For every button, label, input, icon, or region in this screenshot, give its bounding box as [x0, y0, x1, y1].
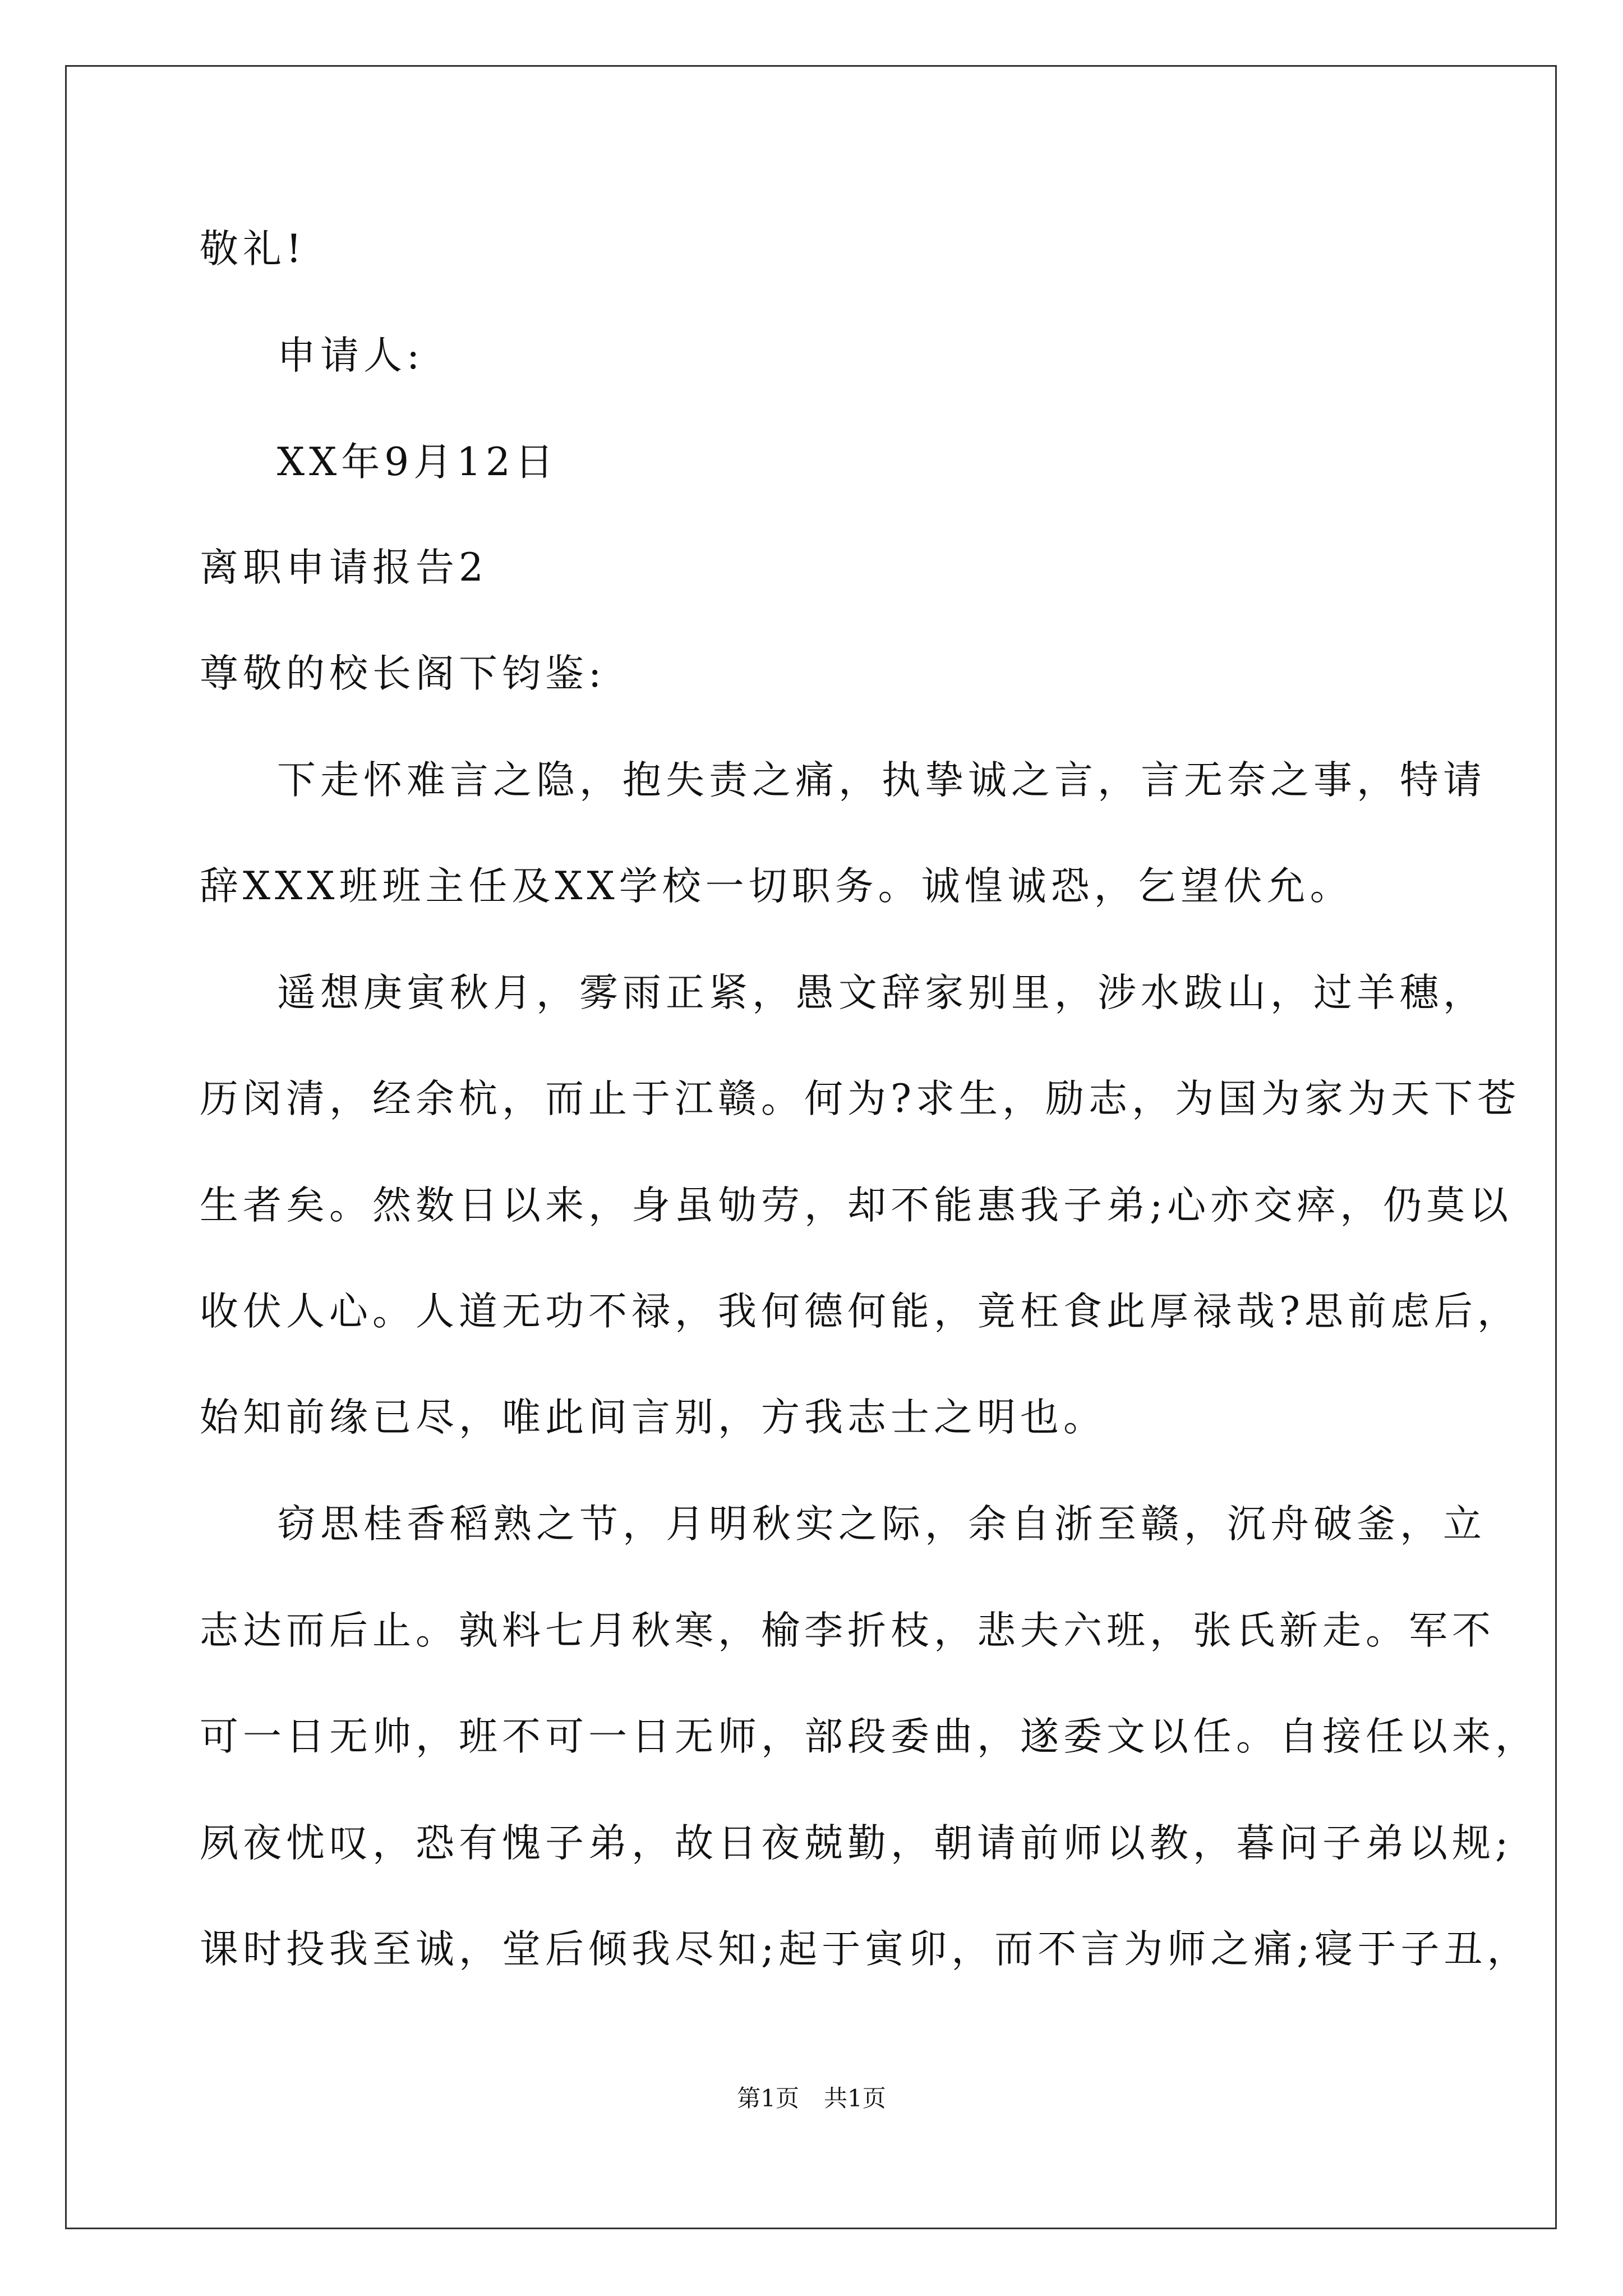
applicant-label: 申请人: — [277, 333, 425, 378]
paragraph-line: 历闵清，经余杭，而止于江赣。何为?求生，励志，为国为家为天下苍 — [200, 1076, 1520, 1121]
paragraph-line: 窃思桂香稻熟之节，月明秋实之际，余自浙至赣，沉舟破釜，立 — [277, 1502, 1486, 1547]
page-border — [65, 65, 1557, 2229]
date-line: XX年9月12日 — [277, 440, 558, 485]
paragraph-line: 生者矣。然数日以来，身虽劬劳，却不能惠我子弟;心亦交瘁，仍莫以 — [200, 1183, 1513, 1228]
paragraph-line: 辞XXX班班主任及XX学校一切职务。诚惶诚恐，乞望伏允。 — [200, 864, 1353, 909]
page-total: 共1页 — [824, 2085, 886, 2112]
closing-line: 敬礼! — [200, 227, 306, 272]
paragraph-line: 可一日无帅，班不可一日无师，部段委曲，遂委文以任。自接任以来， — [200, 1714, 1538, 1759]
page-number: 第1页 — [737, 2085, 799, 2112]
paragraph-line: 课时投我至诚，堂后倾我尽知;起于寅卯，而不言为师之痛;寝于子丑， — [200, 1927, 1530, 1972]
paragraph-line: 遥想庚寅秋月，雾雨正紧，愚文辞家别里，涉水跋山，过羊穗， — [277, 970, 1486, 1015]
paragraph-line: 始知前缘已尽，唯此间言别，方我志士之明也。 — [200, 1395, 1106, 1440]
section-title: 离职申请报告2 — [200, 545, 488, 590]
paragraph-line: 收伏人心。人道无功不禄，我何德何能，竟枉食此厚禄哉?思前虑后， — [200, 1289, 1520, 1334]
salutation: 尊敬的校长阁下钧鉴: — [200, 651, 606, 696]
paragraph-line: 志达而后止。孰料七月秋寒，榆李折枝，悲夫六班，张氏新走。军不 — [200, 1608, 1495, 1653]
paragraph-line: 夙夜忧叹，恐有愧子弟，故日夜兢勤，朝请前师以教，暮问子弟以规; — [200, 1821, 1513, 1866]
page-footer — [0, 2080, 1623, 2114]
paragraph-line: 下走怀难言之隐，抱失责之痛，执挚诚之言，言无奈之事，特请 — [277, 758, 1486, 803]
